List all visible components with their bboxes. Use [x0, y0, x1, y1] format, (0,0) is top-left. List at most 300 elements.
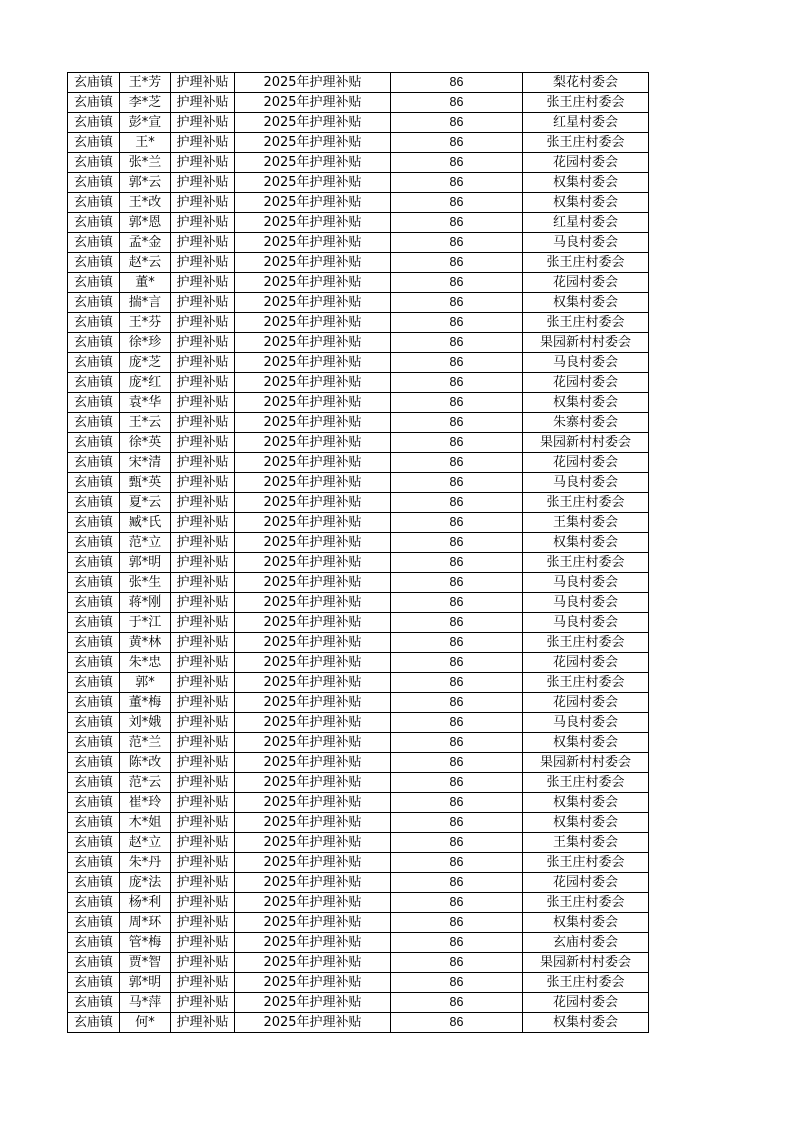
table-row [68, 133, 649, 153]
town-cell: 玄庙镇 [68, 493, 120, 513]
amount-cell: 86 [391, 593, 523, 613]
table-row [68, 693, 649, 713]
table-row [68, 93, 649, 113]
town-cell: 玄庙镇 [68, 893, 120, 913]
subsidy-type-cell: 护理补贴 [171, 473, 235, 493]
subsidy-item-cell: 2025年护理补贴 [235, 813, 391, 833]
village-committee-cell: 马良村委会 [523, 233, 649, 253]
name-cell: 刘*娥 [120, 713, 171, 733]
amount-cell: 86 [391, 1013, 523, 1033]
name-cell: 郭*明 [120, 553, 171, 573]
name-cell: 陈*改 [120, 753, 171, 773]
table-row [68, 613, 649, 633]
name-cell: 董* [120, 273, 171, 293]
name-cell: 庞*法 [120, 873, 171, 893]
name-cell: 黄*林 [120, 633, 171, 653]
amount-cell: 86 [391, 633, 523, 653]
town-cell: 玄庙镇 [68, 193, 120, 213]
table-row [68, 273, 649, 293]
table-row [68, 793, 649, 813]
subsidy-type-cell: 护理补贴 [171, 613, 235, 633]
town-cell: 玄庙镇 [68, 173, 120, 193]
amount-cell: 86 [391, 913, 523, 933]
table-row [68, 653, 649, 673]
table-row [68, 473, 649, 493]
subsidy-type-cell: 护理补贴 [171, 673, 235, 693]
town-cell: 玄庙镇 [68, 953, 120, 973]
amount-cell: 86 [391, 813, 523, 833]
subsidy-type-cell: 护理补贴 [171, 173, 235, 193]
amount-cell: 86 [391, 893, 523, 913]
subsidy-type-cell: 护理补贴 [171, 553, 235, 573]
town-cell: 玄庙镇 [68, 553, 120, 573]
name-cell: 杨*利 [120, 893, 171, 913]
table-row [68, 1013, 649, 1033]
town-cell: 玄庙镇 [68, 653, 120, 673]
name-cell: 王*芬 [120, 313, 171, 333]
town-cell: 玄庙镇 [68, 313, 120, 333]
village-committee-cell: 张王庄村委会 [523, 773, 649, 793]
town-cell: 玄庙镇 [68, 333, 120, 353]
amount-cell: 86 [391, 153, 523, 173]
town-cell: 玄庙镇 [68, 213, 120, 233]
table-row [68, 713, 649, 733]
subsidy-type-cell: 护理补贴 [171, 853, 235, 873]
table-row [68, 233, 649, 253]
subsidy-type-cell: 护理补贴 [171, 733, 235, 753]
amount-cell: 86 [391, 93, 523, 113]
name-cell: 王*改 [120, 193, 171, 213]
subsidy-type-cell: 护理补贴 [171, 573, 235, 593]
subsidy-item-cell: 2025年护理补贴 [235, 793, 391, 813]
subsidy-type-cell: 护理补贴 [171, 133, 235, 153]
town-cell: 玄庙镇 [68, 513, 120, 533]
village-committee-cell: 权集村委会 [523, 793, 649, 813]
name-cell: 朱*忠 [120, 653, 171, 673]
subsidy-item-cell: 2025年护理补贴 [235, 833, 391, 853]
village-committee-cell: 张王庄村委会 [523, 313, 649, 333]
village-committee-cell: 马良村委会 [523, 613, 649, 633]
subsidy-item-cell: 2025年护理补贴 [235, 673, 391, 693]
town-cell: 玄庙镇 [68, 373, 120, 393]
subsidy-type-cell: 护理补贴 [171, 873, 235, 893]
subsidy-type-cell: 护理补贴 [171, 273, 235, 293]
name-cell: 郭*云 [120, 173, 171, 193]
amount-cell: 86 [391, 73, 523, 93]
town-cell: 玄庙镇 [68, 533, 120, 553]
subsidy-type-cell: 护理补贴 [171, 633, 235, 653]
town-cell: 玄庙镇 [68, 693, 120, 713]
name-cell: 赵*立 [120, 833, 171, 853]
amount-cell: 86 [391, 113, 523, 133]
subsidy-type-cell: 护理补贴 [171, 1013, 235, 1033]
name-cell: 范*立 [120, 533, 171, 553]
subsidy-item-cell: 2025年护理补贴 [235, 373, 391, 393]
name-cell: 张*兰 [120, 153, 171, 173]
village-committee-cell: 果园新村村委会 [523, 953, 649, 973]
subsidy-type-cell: 护理补贴 [171, 433, 235, 453]
town-cell: 玄庙镇 [68, 633, 120, 653]
subsidy-item-cell: 2025年护理补贴 [235, 273, 391, 293]
name-cell: 臧*氏 [120, 513, 171, 533]
amount-cell: 86 [391, 453, 523, 473]
village-committee-cell: 玄庙村委会 [523, 933, 649, 953]
amount-cell: 86 [391, 793, 523, 813]
subsidy-item-cell: 2025年护理补贴 [235, 393, 391, 413]
subsidy-type-cell: 护理补贴 [171, 233, 235, 253]
table-row [68, 973, 649, 993]
amount-cell: 86 [391, 473, 523, 493]
subsidy-type-cell: 护理补贴 [171, 653, 235, 673]
table-row [68, 173, 649, 193]
name-cell: 孟*金 [120, 233, 171, 253]
town-cell: 玄庙镇 [68, 833, 120, 853]
subsidy-type-cell: 护理补贴 [171, 493, 235, 513]
village-committee-cell: 张王庄村委会 [523, 253, 649, 273]
town-cell: 玄庙镇 [68, 933, 120, 953]
subsidy-item-cell: 2025年护理补贴 [235, 433, 391, 453]
town-cell: 玄庙镇 [68, 713, 120, 733]
town-cell: 玄庙镇 [68, 273, 120, 293]
name-cell: 彭*宣 [120, 113, 171, 133]
table-row [68, 893, 649, 913]
subsidy-item-cell: 2025年护理补贴 [235, 293, 391, 313]
name-cell: 于*江 [120, 613, 171, 633]
village-committee-cell: 张王庄村委会 [523, 93, 649, 113]
name-cell: 马*萍 [120, 993, 171, 1013]
village-committee-cell: 权集村委会 [523, 1013, 649, 1033]
subsidy-item-cell: 2025年护理补贴 [235, 193, 391, 213]
town-cell: 玄庙镇 [68, 753, 120, 773]
amount-cell: 86 [391, 513, 523, 533]
subsidy-type-cell: 护理补贴 [171, 253, 235, 273]
village-committee-cell: 权集村委会 [523, 293, 649, 313]
subsidy-type-cell: 护理补贴 [171, 93, 235, 113]
subsidy-type-cell: 护理补贴 [171, 833, 235, 853]
table-row [68, 753, 649, 773]
subsidy-item-cell: 2025年护理补贴 [235, 313, 391, 333]
table-row [68, 913, 649, 933]
subsidy-item-cell: 2025年护理补贴 [235, 93, 391, 113]
subsidy-item-cell: 2025年护理补贴 [235, 973, 391, 993]
village-committee-cell: 张王庄村委会 [523, 853, 649, 873]
table-row [68, 733, 649, 753]
village-committee-cell: 权集村委会 [523, 813, 649, 833]
subsidy-type-cell: 护理补贴 [171, 193, 235, 213]
amount-cell: 86 [391, 573, 523, 593]
village-committee-cell: 花园村委会 [523, 273, 649, 293]
subsidy-table-body [68, 73, 649, 1033]
village-committee-cell: 花园村委会 [523, 373, 649, 393]
name-cell: 王*芳 [120, 73, 171, 93]
name-cell: 管*梅 [120, 933, 171, 953]
amount-cell: 86 [391, 253, 523, 273]
subsidy-type-cell: 护理补贴 [171, 593, 235, 613]
amount-cell: 86 [391, 333, 523, 353]
subsidy-item-cell: 2025年护理补贴 [235, 553, 391, 573]
name-cell: 李*芝 [120, 93, 171, 113]
subsidy-item-cell: 2025年护理补贴 [235, 713, 391, 733]
name-cell: 郭* [120, 673, 171, 693]
name-cell: 甄*英 [120, 473, 171, 493]
amount-cell: 86 [391, 853, 523, 873]
subsidy-item-cell: 2025年护理补贴 [235, 1013, 391, 1033]
subsidy-type-cell: 护理补贴 [171, 713, 235, 733]
table-row [68, 433, 649, 453]
town-cell: 玄庙镇 [68, 433, 120, 453]
amount-cell: 86 [391, 433, 523, 453]
village-committee-cell: 花园村委会 [523, 993, 649, 1013]
table-row [68, 453, 649, 473]
subsidy-type-cell: 护理补贴 [171, 693, 235, 713]
amount-cell: 86 [391, 833, 523, 853]
village-committee-cell: 权集村委会 [523, 393, 649, 413]
village-committee-cell: 花园村委会 [523, 693, 649, 713]
village-committee-cell: 张王庄村委会 [523, 893, 649, 913]
name-cell: 张*生 [120, 573, 171, 593]
name-cell: 庞*红 [120, 373, 171, 393]
name-cell: 王* [120, 133, 171, 153]
town-cell: 玄庙镇 [68, 853, 120, 873]
subsidy-type-cell: 护理补贴 [171, 413, 235, 433]
subsidy-item-cell: 2025年护理补贴 [235, 353, 391, 373]
subsidy-type-cell: 护理补贴 [171, 793, 235, 813]
subsidy-item-cell: 2025年护理补贴 [235, 613, 391, 633]
amount-cell: 86 [391, 653, 523, 673]
table-row [68, 873, 649, 893]
name-cell: 徐*英 [120, 433, 171, 453]
table-row [68, 73, 649, 93]
table-row [68, 293, 649, 313]
table-row [68, 593, 649, 613]
subsidy-type-cell: 护理补贴 [171, 913, 235, 933]
amount-cell: 86 [391, 373, 523, 393]
village-committee-cell: 权集村委会 [523, 173, 649, 193]
town-cell: 玄庙镇 [68, 93, 120, 113]
village-committee-cell: 权集村委会 [523, 913, 649, 933]
town-cell: 玄庙镇 [68, 993, 120, 1013]
amount-cell: 86 [391, 313, 523, 333]
town-cell: 玄庙镇 [68, 593, 120, 613]
name-cell: 揣*言 [120, 293, 171, 313]
subsidy-type-cell: 护理补贴 [171, 893, 235, 913]
subsidy-type-cell: 护理补贴 [171, 953, 235, 973]
name-cell: 庞*芝 [120, 353, 171, 373]
table-row [68, 573, 649, 593]
village-committee-cell: 马良村委会 [523, 573, 649, 593]
subsidy-item-cell: 2025年护理补贴 [235, 533, 391, 553]
table-row [68, 773, 649, 793]
subsidy-type-cell: 护理补贴 [171, 393, 235, 413]
village-committee-cell: 马良村委会 [523, 353, 649, 373]
name-cell: 何* [120, 1013, 171, 1033]
name-cell: 徐*珍 [120, 333, 171, 353]
amount-cell: 86 [391, 293, 523, 313]
amount-cell: 86 [391, 973, 523, 993]
amount-cell: 86 [391, 733, 523, 753]
village-committee-cell: 红星村委会 [523, 113, 649, 133]
town-cell: 玄庙镇 [68, 733, 120, 753]
table-row [68, 353, 649, 373]
subsidy-item-cell: 2025年护理补贴 [235, 573, 391, 593]
name-cell: 范*云 [120, 773, 171, 793]
amount-cell: 86 [391, 393, 523, 413]
subsidy-item-cell: 2025年护理补贴 [235, 513, 391, 533]
table-row [68, 633, 649, 653]
name-cell: 贾*智 [120, 953, 171, 973]
amount-cell: 86 [391, 773, 523, 793]
village-committee-cell: 张王庄村委会 [523, 633, 649, 653]
subsidy-item-cell: 2025年护理补贴 [235, 473, 391, 493]
subsidy-type-cell: 护理补贴 [171, 293, 235, 313]
town-cell: 玄庙镇 [68, 153, 120, 173]
subsidy-type-cell: 护理补贴 [171, 73, 235, 93]
town-cell: 玄庙镇 [68, 793, 120, 813]
town-cell: 玄庙镇 [68, 673, 120, 693]
subsidy-type-cell: 护理补贴 [171, 773, 235, 793]
village-committee-cell: 王集村委会 [523, 513, 649, 533]
subsidy-type-cell: 护理补贴 [171, 213, 235, 233]
subsidy-item-cell: 2025年护理补贴 [235, 853, 391, 873]
name-cell: 郭*明 [120, 973, 171, 993]
subsidy-type-cell: 护理补贴 [171, 933, 235, 953]
village-committee-cell: 花园村委会 [523, 653, 649, 673]
town-cell: 玄庙镇 [68, 73, 120, 93]
table-row [68, 953, 649, 973]
town-cell: 玄庙镇 [68, 393, 120, 413]
town-cell: 玄庙镇 [68, 133, 120, 153]
amount-cell: 86 [391, 233, 523, 253]
table-row [68, 813, 649, 833]
village-committee-cell: 马良村委会 [523, 593, 649, 613]
subsidy-type-cell: 护理补贴 [171, 973, 235, 993]
subsidy-item-cell: 2025年护理补贴 [235, 773, 391, 793]
table-row [68, 153, 649, 173]
table-row [68, 413, 649, 433]
subsidy-item-cell: 2025年护理补贴 [235, 153, 391, 173]
amount-cell: 86 [391, 413, 523, 433]
table-row [68, 993, 649, 1013]
amount-cell: 86 [391, 993, 523, 1013]
subsidy-item-cell: 2025年护理补贴 [235, 993, 391, 1013]
amount-cell: 86 [391, 933, 523, 953]
amount-cell: 86 [391, 713, 523, 733]
table-row [68, 333, 649, 353]
subsidy-type-cell: 护理补贴 [171, 533, 235, 553]
subsidy-item-cell: 2025年护理补贴 [235, 913, 391, 933]
amount-cell: 86 [391, 213, 523, 233]
subsidy-item-cell: 2025年护理补贴 [235, 73, 391, 93]
name-cell: 宋*清 [120, 453, 171, 473]
amount-cell: 86 [391, 173, 523, 193]
village-committee-cell: 花园村委会 [523, 153, 649, 173]
amount-cell: 86 [391, 613, 523, 633]
name-cell: 崔*玲 [120, 793, 171, 813]
village-committee-cell: 权集村委会 [523, 733, 649, 753]
table-row [68, 933, 649, 953]
town-cell: 玄庙镇 [68, 253, 120, 273]
name-cell: 范*兰 [120, 733, 171, 753]
village-committee-cell: 张王庄村委会 [523, 673, 649, 693]
town-cell: 玄庙镇 [68, 473, 120, 493]
village-committee-cell: 果园新村村委会 [523, 433, 649, 453]
amount-cell: 86 [391, 753, 523, 773]
subsidy-item-cell: 2025年护理补贴 [235, 593, 391, 613]
village-committee-cell: 张王庄村委会 [523, 973, 649, 993]
subsidy-item-cell: 2025年护理补贴 [235, 633, 391, 653]
subsidy-type-cell: 护理补贴 [171, 333, 235, 353]
amount-cell: 86 [391, 493, 523, 513]
subsidy-item-cell: 2025年护理补贴 [235, 453, 391, 473]
subsidy-item-cell: 2025年护理补贴 [235, 893, 391, 913]
subsidy-table [67, 72, 649, 1033]
name-cell: 夏*云 [120, 493, 171, 513]
amount-cell: 86 [391, 673, 523, 693]
name-cell: 王*云 [120, 413, 171, 433]
village-committee-cell: 权集村委会 [523, 533, 649, 553]
amount-cell: 86 [391, 553, 523, 573]
subsidy-item-cell: 2025年护理补贴 [235, 753, 391, 773]
town-cell: 玄庙镇 [68, 413, 120, 433]
subsidy-item-cell: 2025年护理补贴 [235, 953, 391, 973]
name-cell: 郭*恩 [120, 213, 171, 233]
subsidy-type-cell: 护理补贴 [171, 513, 235, 533]
town-cell: 玄庙镇 [68, 913, 120, 933]
village-committee-cell: 马良村委会 [523, 473, 649, 493]
town-cell: 玄庙镇 [68, 813, 120, 833]
village-committee-cell: 梨花村委会 [523, 73, 649, 93]
village-committee-cell: 张王庄村委会 [523, 493, 649, 513]
subsidy-item-cell: 2025年护理补贴 [235, 653, 391, 673]
subsidy-item-cell: 2025年护理补贴 [235, 333, 391, 353]
village-committee-cell: 王集村委会 [523, 833, 649, 853]
table-row [68, 673, 649, 693]
subsidy-type-cell: 护理补贴 [171, 753, 235, 773]
village-committee-cell: 红星村委会 [523, 213, 649, 233]
village-committee-cell: 果园新村村委会 [523, 753, 649, 773]
subsidy-type-cell: 护理补贴 [171, 313, 235, 333]
table-row [68, 853, 649, 873]
amount-cell: 86 [391, 953, 523, 973]
village-committee-cell: 马良村委会 [523, 713, 649, 733]
village-committee-cell: 果园新村村委会 [523, 333, 649, 353]
subsidy-item-cell: 2025年护理补贴 [235, 933, 391, 953]
table-row [68, 193, 649, 213]
subsidy-type-cell: 护理补贴 [171, 113, 235, 133]
table-row [68, 533, 649, 553]
name-cell: 周*环 [120, 913, 171, 933]
subsidy-item-cell: 2025年护理补贴 [235, 413, 391, 433]
amount-cell: 86 [391, 133, 523, 153]
village-committee-cell: 花园村委会 [523, 453, 649, 473]
amount-cell: 86 [391, 353, 523, 373]
town-cell: 玄庙镇 [68, 613, 120, 633]
town-cell: 玄庙镇 [68, 453, 120, 473]
town-cell: 玄庙镇 [68, 113, 120, 133]
table-row [68, 833, 649, 853]
village-committee-cell: 权集村委会 [523, 193, 649, 213]
table-row [68, 253, 649, 273]
table-row [68, 213, 649, 233]
village-committee-cell: 朱寨村委会 [523, 413, 649, 433]
table-row [68, 313, 649, 333]
subsidy-item-cell: 2025年护理补贴 [235, 733, 391, 753]
town-cell: 玄庙镇 [68, 573, 120, 593]
subsidy-type-cell: 护理补贴 [171, 813, 235, 833]
table-row [68, 513, 649, 533]
amount-cell: 86 [391, 273, 523, 293]
town-cell: 玄庙镇 [68, 233, 120, 253]
